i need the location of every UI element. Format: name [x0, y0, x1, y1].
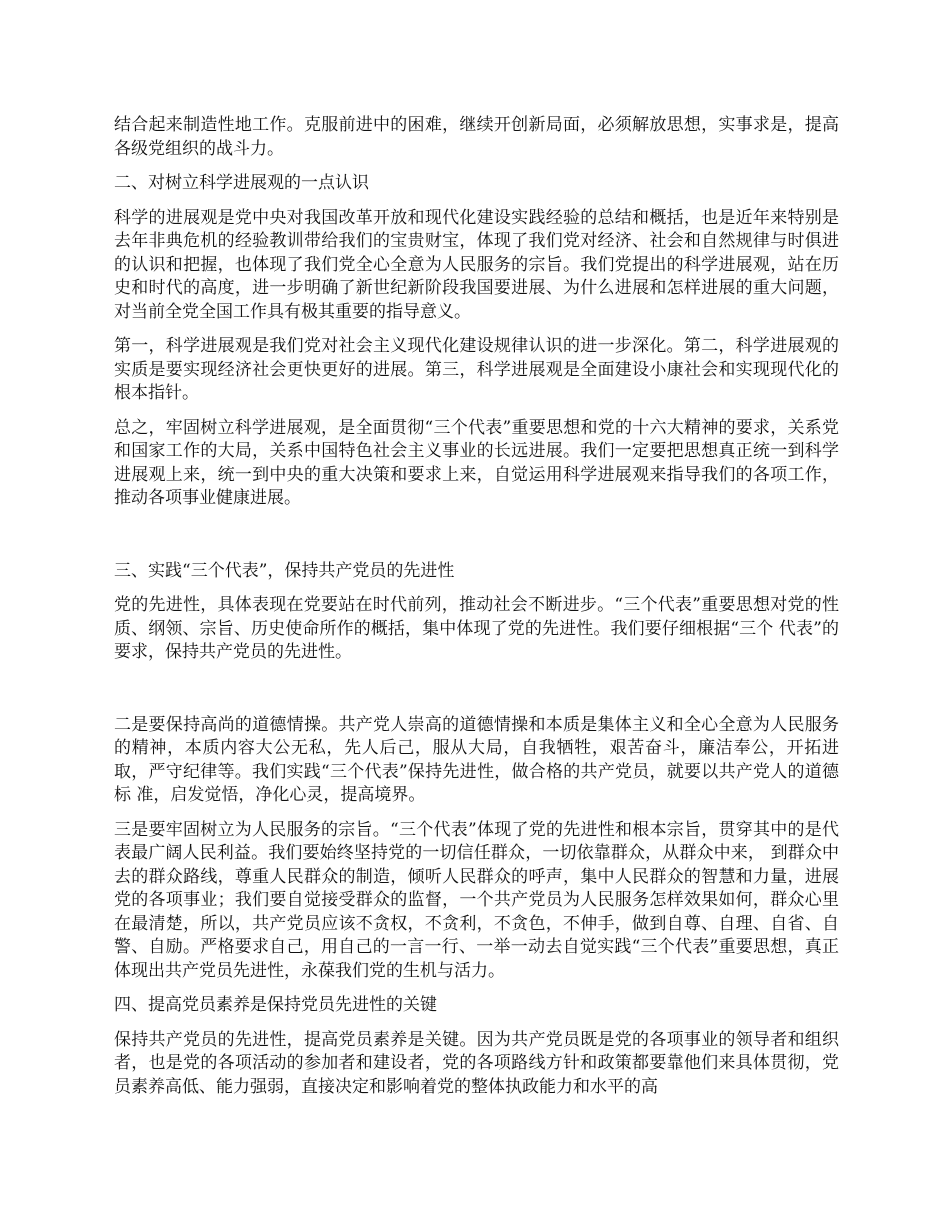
section-heading-3: 三、实践“三个代表”，保持共产党员的先进性	[114, 560, 455, 581]
paragraph-intro-continuation: 结合起来制造性地工作。克服前进中的困难，继续开创新局面，必须解放思想，实事求是，提高各级党组织的战斗力。	[114, 115, 839, 159]
paragraph-moral-sentiment: 二是要保持高尚的道德情操。共产党人崇高的道德情操和本质是集体主义和全心全意为人民服务的精神，本质内容大公无私，先人后己，服从大局，自我牺牲，艰苦奋斗，廉洁奉公，开拓进取，严守纪律等。我们实践“三个代表”保持先进性，做合格的共产党员，就要以共产党人的道德标 准，启发觉悟，净化心灵，提高境界。	[114, 714, 839, 805]
paragraph-scientific-view: 科学的进展观是党中央对我国改革开放和现代化建设实践经验的总结和概括，也是近年来特别是去年非典危机的经验教训带给我们的宝贵财宝，体现了我们党对经济、社会和自然规律与时俱进的认识和把握，也体现了我们党全心全意为人民服务的宗旨。我们党提出的科学进展观，站在历史和时代的高度，进一步明确了新世纪新阶段我国要进展、为什么进展和怎样进展的重大问题，对当前全党全国工作具有极其重要的指导意义。	[114, 207, 839, 322]
document-body	[114, 114, 839, 1110]
section-heading-2: 二、对树立科学进展观的一点认识	[114, 173, 369, 193]
paragraph-three-points: 第一，科学进展观是我们党对社会主义现代化建设规律认识的进一步深化。第二，科学进展观的实质是要实现经济社会更快更好的进展。第三，科学进展观是全面建设小康社会和实现现代化的根本指针。	[114, 336, 839, 403]
paragraph-member-quality: 保持共产党员的先进性，提高党员素养是关键。因为共产党员既是党的各项事业的领导者和组织者，也是党的各项活动的参加者和建设者，党的各项路线方针和政策都要靠他们来具体贯彻，党员素养高低、能力强弱，直接决定和影响着党的整体执政能力和水平的高	[114, 1029, 839, 1097]
paragraph-advanced-nature: 党的先进性，具体表现在党要站在时代前列，推动社会不断进步。“三个代表”重要思想对党的性质、纲领、宗旨、历史使命所作的概括，集中体现了党的先进性。我们要仔细根据“三个 代表”的要求，保持共产党员的先进性。	[114, 595, 839, 662]
paragraph-gap	[114, 522, 839, 560]
section-heading-4: 四、提高党员素养是保持党员先进性的关键	[114, 995, 437, 1015]
paragraph-summary: 总之，牢固树立科学进展观，是全面贯彻“三个代表”重要思想和党的十六大精神的要求，关系党和国家工作的大局，关系中国特色社会主义事业的长远进展。我们一定要把思想真正统一到科学进展观上来，统一到中央的重大决策和要求上来，自觉运用科学进展观来指导我们的各项工作，推动各项事业健康进展。	[114, 417, 839, 508]
paragraph-gap	[114, 676, 839, 714]
paragraph-serve-people: 三是要牢固树立为人民服务的宗旨。“三个代表”体现了党的先进性和根本宗旨，贯穿其中的是代表最广阔人民利益。我们要始终坚持党的一切信任群众，一切依靠群众，从群众中来， 到群众中去的群众路线，尊重人民群众的制造，倾听人民群众的呼声，集中人民群众的智慧和力量，进展党的各项事业；我们要自觉接受群众的监督，一个共产党员为人民服务怎样效果如何，群众心里在最清楚，所以，共产党员应该不贪权，不贪利，不贪色，不伸手，做到自尊、自理、自省、自警、自励。严格要求自己，用自己的一言一行、一举一动去自觉实践“三个代表”重要思想，真正体现出共产党员先进性，永葆我们党的生机与活力。	[114, 819, 839, 981]
